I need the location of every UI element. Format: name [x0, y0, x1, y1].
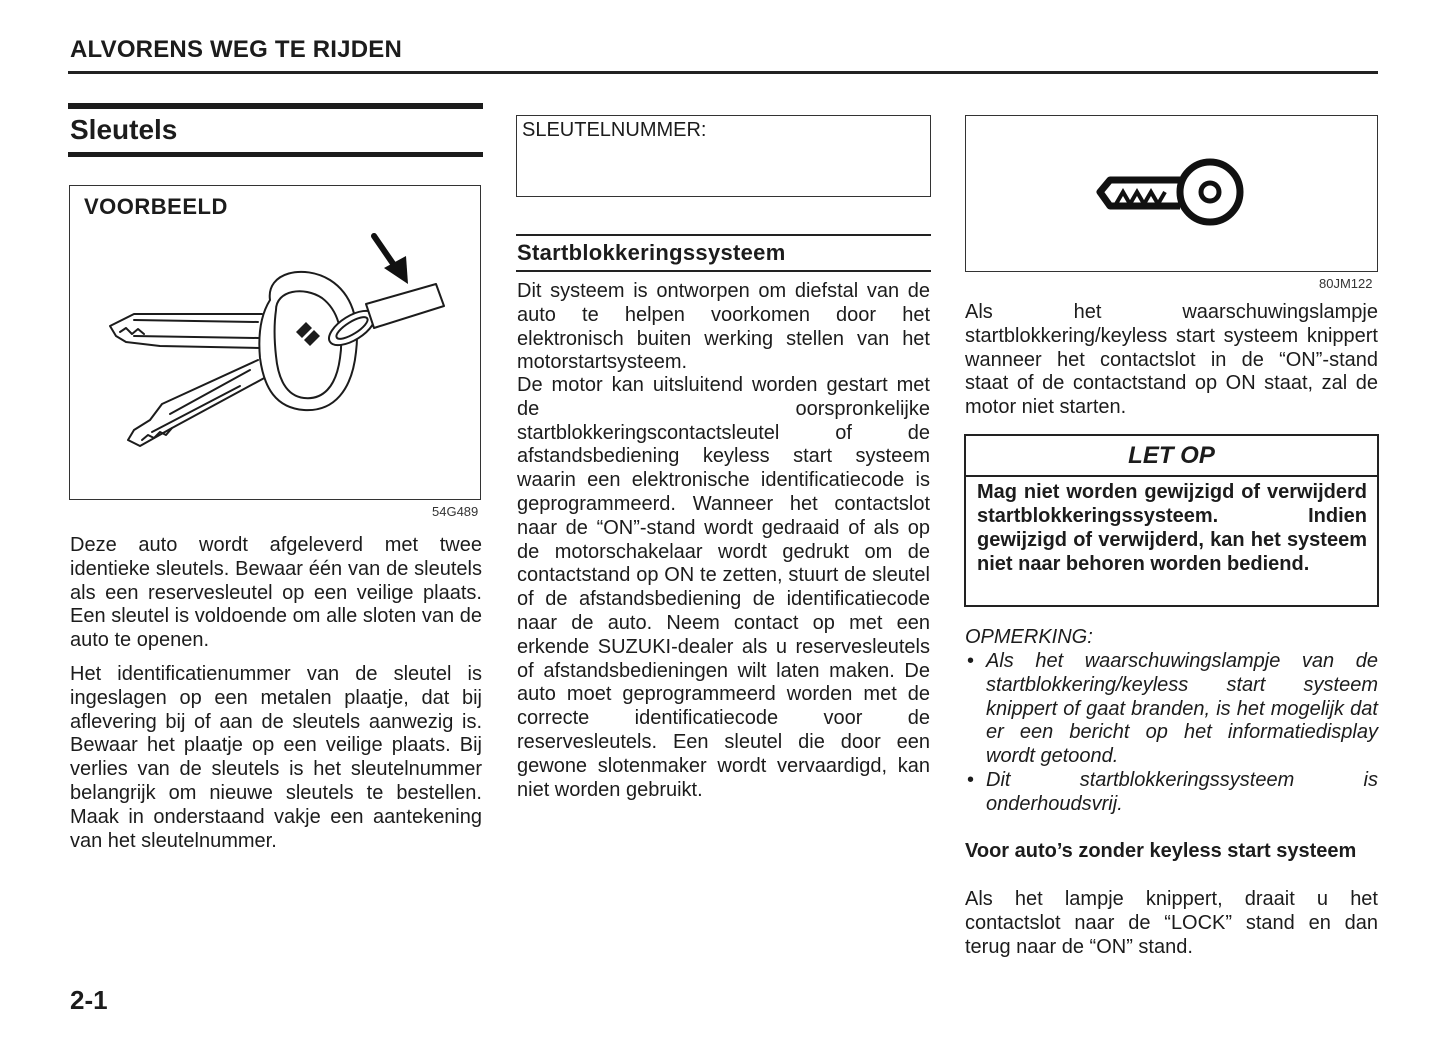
immobilizer-detail-paragraph: De motor kan uitsluitend worden gestart met de oorspronkelijke startblokkeringscontactsleutel of de afstandsbediening keyless start systeem waarin een elektronische identificatiecode is geprogrammeerd. Wanneer het contactslot naar de “ON”-stand wordt gedraaid of als op de motorschakelaar wordt gedrukt om de contactstand op ON te zetten, stuurt de sleutel of de afstandsbediening de identificatiecode naar de auto. Neem contact op met een erkende SUZUKI-dealer als u reservesleutels of afstandsbedieningen wilt laten maken. De auto moet geprogrammeerd worden met de correcte identificatiecode voor de reservesleutels. Een sleutel die door een gewone slotenmaker wordt vervaardigd, kan niet worden gebruikt. [517, 374, 930, 801]
warning-light-paragraph: Als het waarschuwingslampje startblokkering/keyless start systeem knippert wanneer het contactslot in de “ON”-stand staat of de contactstand op ON staat, zal de motor niet starten. [965, 301, 1378, 419]
caution-text: Mag niet worden gewijzigd of verwijderd startblokkeringssysteem. Indien gewijzigd of verwijderd, kan het systeem niet naar behoren worden bediend. [977, 481, 1367, 575]
section-bar-bottom [68, 152, 483, 157]
header-rule [68, 71, 1378, 74]
key-number-paragraph: Het identificatienummer van de sleutel is ingeslagen op een metalen plaatje, dat bij aflevering bij of aan de sleutels aanwezig is. Bewaar het plaatje op een veilige plaats. Bij verlies van de sleutels is het sleutelnummer belangrijk om nieuwe sleutels te bestellen. Maak in onderstaand vakje een aantekening van het sleutelnummer. [70, 663, 482, 852]
key-tag [366, 284, 444, 328]
figure-code-2: 80JM122 [1319, 276, 1373, 291]
note-item-text: Dit startblokkeringssysteem is onderhoudsvrij. [986, 768, 1378, 815]
no-keyless-paragraph: Als het lampje knippert, draait u het contactslot naar de “LOCK” stand en dan terug naar de “ON” stand. [965, 888, 1378, 958]
caution-heading: LET OP [1128, 441, 1215, 469]
keys-intro-paragraph: Deze auto wordt afgeleverd met twee identieke sleutels. Bewaar één van de sleutels als een reservesleutel op een veilige plaats. Een sleutel is voldoende om alle sloten van de auto te openen. [70, 534, 482, 652]
section-title: Sleutels [70, 114, 178, 145]
upper-key-blade [110, 314, 262, 348]
caution-divider [966, 475, 1377, 477]
bullet: • [967, 768, 975, 791]
immobilizer-purpose-paragraph: Dit systeem is ontworpen om diefstal van de auto te helpen voorkomen door het elektronisch buiten werking stellen van het motorstartsysteem. [517, 280, 930, 374]
page-number: 2-1 [70, 985, 108, 1015]
note-item [965, 769, 1378, 817]
no-keyless-heading: Voor auto’s zonder keyless start systeem [965, 840, 1357, 862]
section-bar-top [68, 103, 483, 109]
bullet: • [967, 650, 975, 672]
note-item [965, 650, 1378, 769]
subsection-rule-bottom [516, 270, 931, 272]
immobilizer-key-icon [1092, 150, 1252, 240]
subsection-title: Startblokkeringssysteem [517, 240, 786, 265]
illustration-label: VOORBEELD [84, 194, 228, 219]
note-list [965, 650, 1378, 817]
car-keys-illustration [90, 228, 470, 496]
lower-key-blade [128, 360, 268, 446]
figure-code: 54G489 [432, 504, 479, 519]
subsection-rule-top [516, 234, 931, 236]
key-number-label: SLEUTELNUMMER: [522, 119, 707, 141]
note-title: OPMERKING: [965, 626, 1093, 648]
chapter-title: ALVORENS WEG TE RIJDEN [70, 36, 402, 63]
note-item-text: Als het waarschuwingslampje van de startblokkering/keyless start systeem knippert of gaat branden, is het mogelijk dat er een bericht op het informatiedisplay wordt getoond. [986, 650, 1378, 768]
pointer-arrow [374, 236, 408, 284]
